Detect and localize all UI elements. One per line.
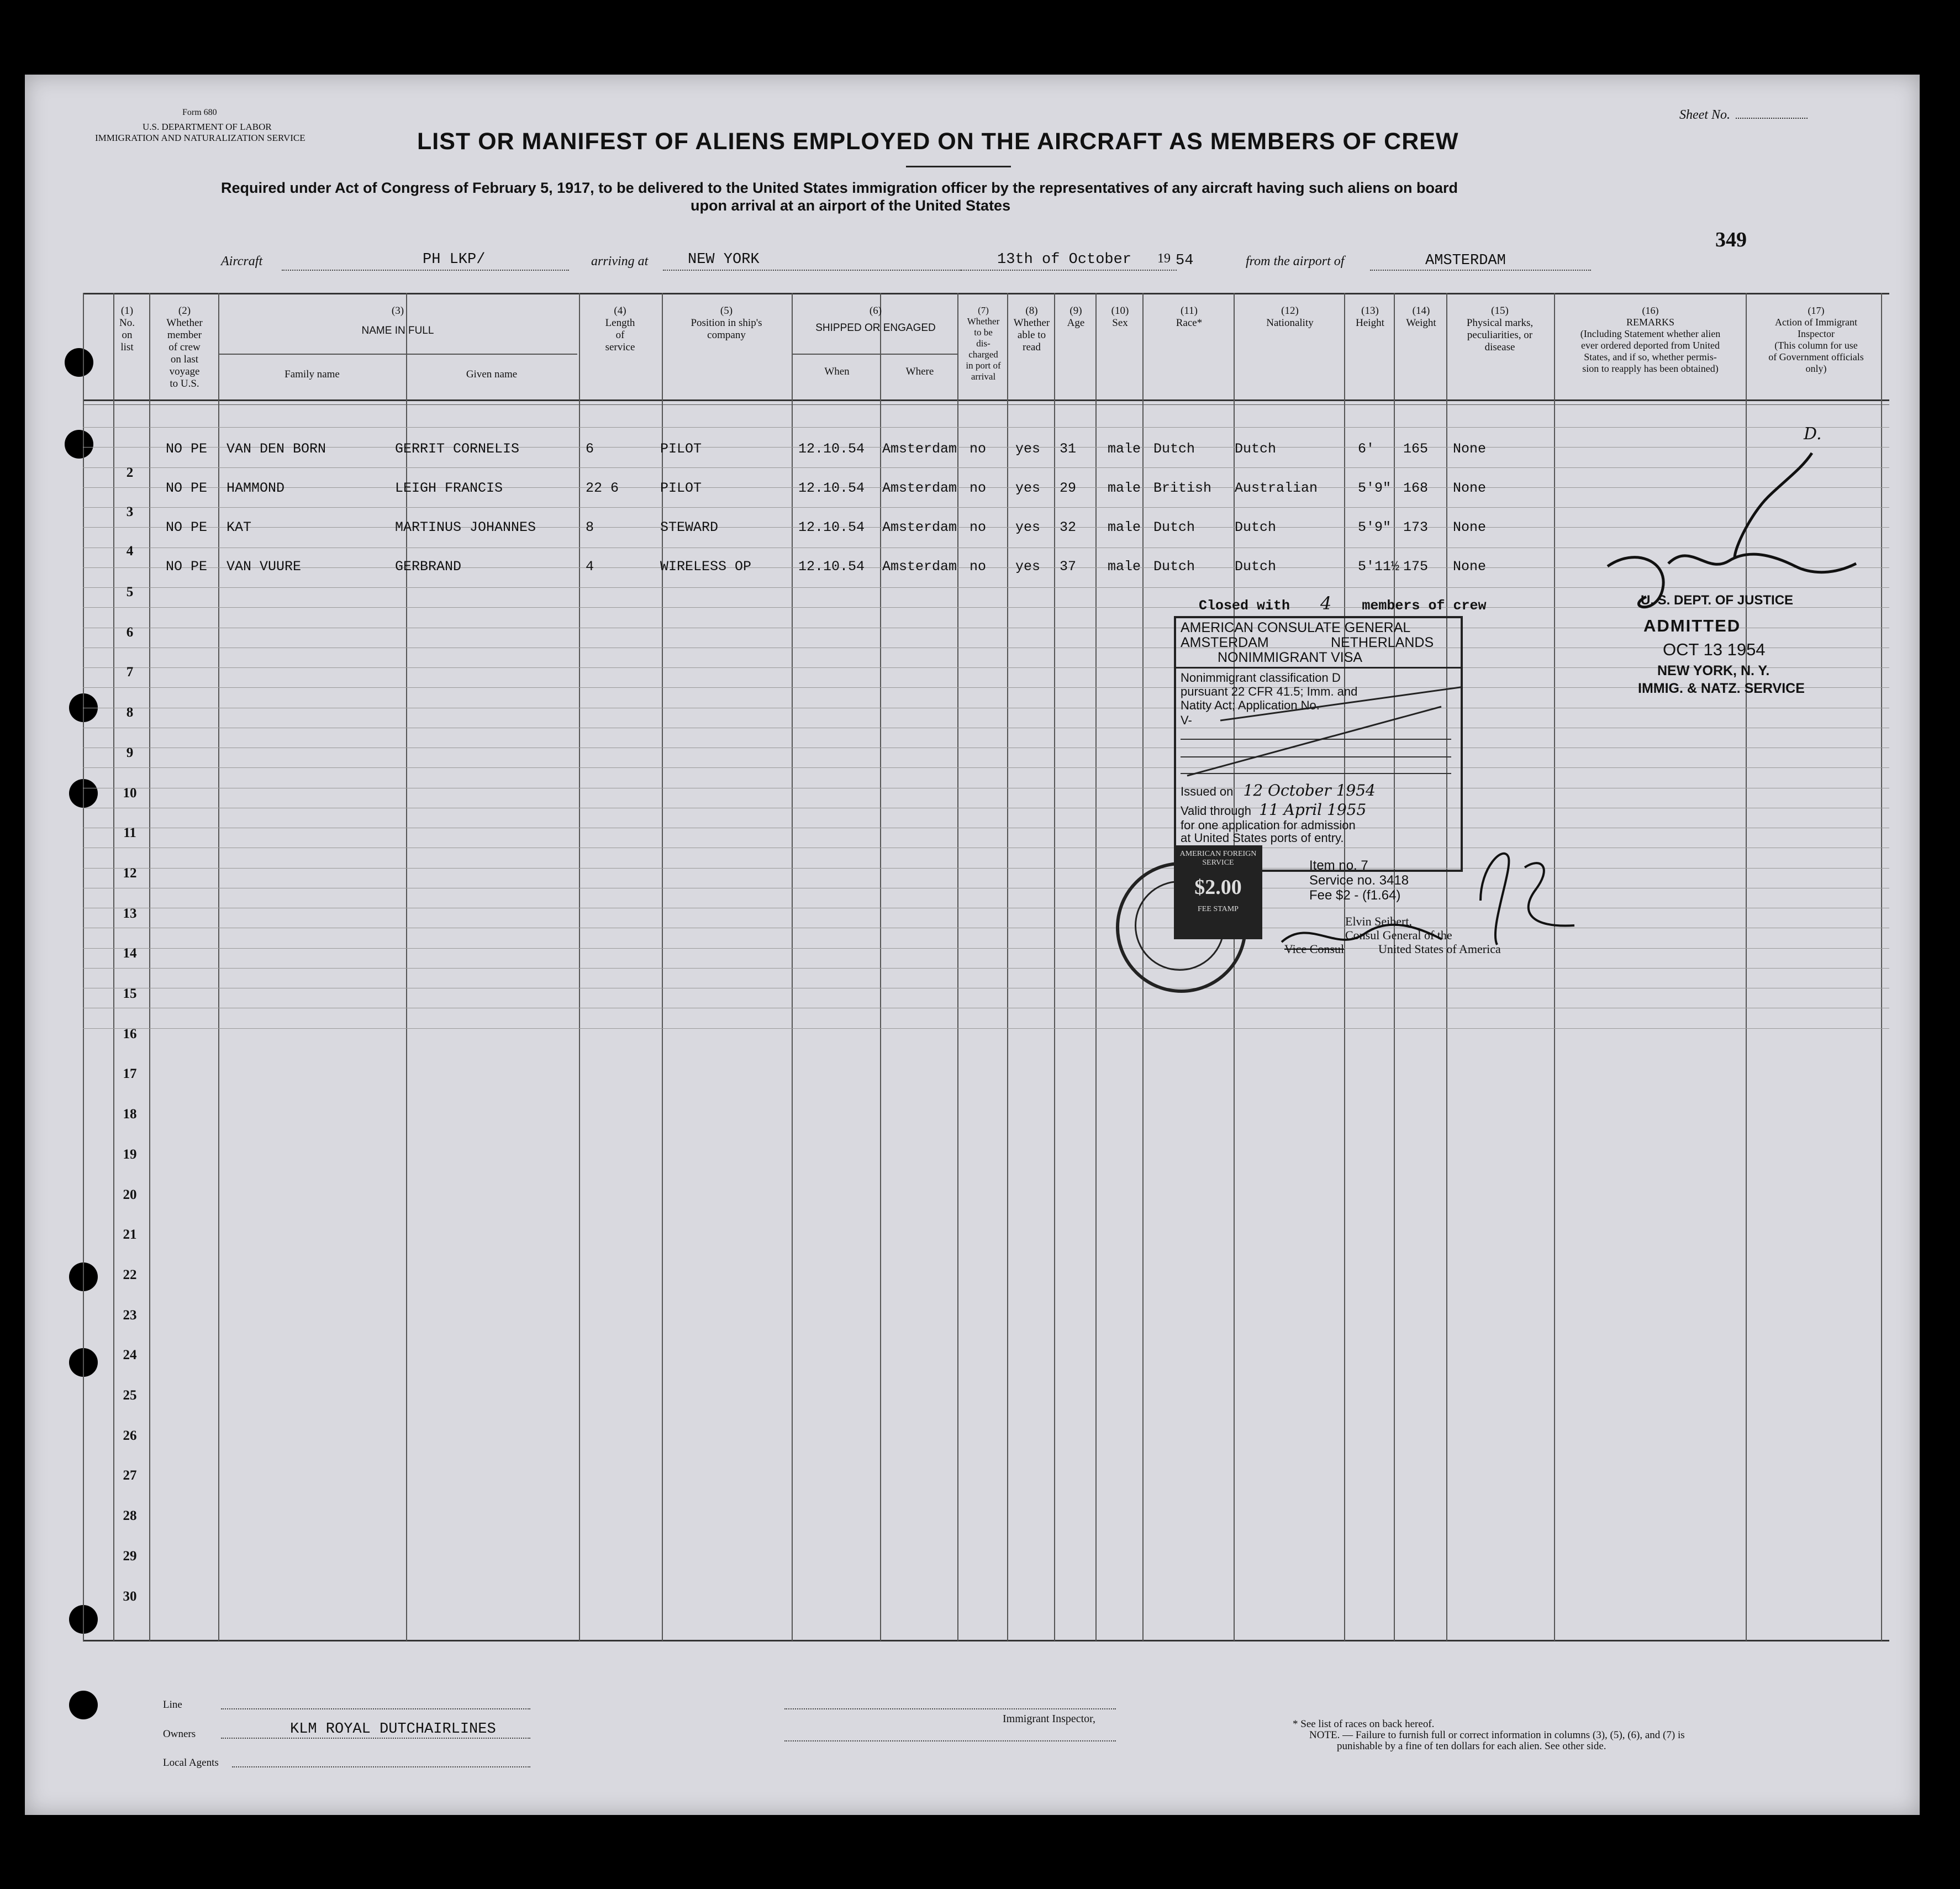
column-rule bbox=[83, 293, 84, 1641]
header-col-2: (2) Whether member of crew on last voyage to U.S. bbox=[166, 305, 203, 390]
row-rule bbox=[83, 1028, 1889, 1029]
cell-height: 6' bbox=[1358, 441, 1375, 457]
arriving-fill-line bbox=[663, 270, 961, 271]
column-rule bbox=[579, 293, 580, 1641]
cell-nationality: Australian bbox=[1235, 480, 1318, 496]
year-suffix: 54 bbox=[1176, 252, 1194, 269]
cell-discharged: no bbox=[970, 480, 987, 496]
punch-hole bbox=[69, 1691, 98, 1719]
header-col-16: (16) REMARKS (Including Statement whether alien ever ordered deported from United States, and if so, whether permis- sion to reapply has been obtained) bbox=[1580, 305, 1721, 374]
cell-age: 31 bbox=[1060, 441, 1077, 457]
cell-last-voyage: NO PE bbox=[166, 441, 208, 457]
cell-family: KAT bbox=[226, 519, 252, 535]
cell-given: MARTINUS JOHANNES bbox=[395, 519, 536, 535]
cell-when: 12.10.54 bbox=[798, 480, 865, 496]
cell-discharged: no bbox=[970, 519, 987, 535]
visa-stamp-classification: Nonimmigrant classification D bbox=[1181, 671, 1341, 685]
cell-sex: male bbox=[1108, 480, 1141, 496]
form-number: Form 680 bbox=[182, 108, 217, 117]
cell-position: PILOT bbox=[660, 441, 702, 457]
footer-line-fill bbox=[221, 1708, 530, 1709]
punch-hole bbox=[65, 348, 93, 377]
cell-where: Amsterdam bbox=[882, 480, 957, 496]
fee-amount: Fee $2 - (f1.64) bbox=[1309, 888, 1401, 903]
cell-when: 12.10.54 bbox=[798, 519, 865, 535]
cell-no: 2 bbox=[126, 465, 134, 480]
visa-stamp-admission: for one application for admission bbox=[1181, 818, 1356, 832]
header-col-5: (5) Position in ship's company bbox=[691, 305, 762, 341]
header-name-in-full: NAME IN FULL bbox=[361, 325, 434, 336]
cell-age: 37 bbox=[1060, 559, 1077, 575]
cell-marks: None bbox=[1453, 559, 1487, 575]
row-number: 11 bbox=[123, 825, 136, 840]
row-number: 26 bbox=[123, 1428, 137, 1443]
title-rule bbox=[906, 166, 1011, 167]
row-number: 5 bbox=[126, 585, 134, 599]
row-rule bbox=[83, 687, 1889, 688]
visa-stamp bbox=[1174, 616, 1463, 872]
cell-sex: male bbox=[1108, 559, 1141, 575]
footer-inspector-fill-2 bbox=[784, 1740, 1116, 1741]
shipped-subheader-rule bbox=[793, 354, 958, 355]
cell-marks: None bbox=[1453, 480, 1487, 496]
cell-last-voyage: NO PE bbox=[166, 519, 208, 535]
from-label: from the airport of bbox=[1246, 254, 1345, 269]
punch-hole bbox=[65, 430, 93, 459]
arrival-date: 13th of October bbox=[997, 251, 1132, 268]
cell-sex: male bbox=[1108, 441, 1141, 457]
subtitle-line2: upon arrival at an airport of the United States bbox=[691, 197, 1011, 214]
visa-stamp-valid: Valid through 11 April 1955 bbox=[1181, 801, 1367, 819]
footer-inspector-fill bbox=[784, 1708, 1116, 1709]
cell-no: 4 bbox=[126, 544, 134, 559]
row-number: 30 bbox=[123, 1589, 137, 1604]
header-col-7: (7) Whether to be dis- charged in port of arrival bbox=[966, 305, 1001, 382]
table-bottom-rule bbox=[83, 1640, 1889, 1641]
column-rule bbox=[957, 293, 958, 1641]
column-rule bbox=[1007, 293, 1008, 1641]
fee-service: Service no. 3418 bbox=[1309, 873, 1409, 888]
footer-agents-label: Local Agents bbox=[163, 1757, 219, 1769]
cell-last-voyage: NO PE bbox=[166, 559, 208, 575]
cell-when: 12.10.54 bbox=[798, 441, 865, 457]
row-rule bbox=[83, 868, 1889, 869]
header-col-17: (17) Action of Immigrant Inspector (This column for use of Government officials only) bbox=[1768, 305, 1864, 374]
visa-stamp-v-number: V- bbox=[1181, 713, 1192, 727]
cell-age: 29 bbox=[1060, 480, 1077, 496]
column-rule bbox=[1054, 293, 1055, 1641]
cell-service: 6 bbox=[586, 441, 594, 457]
sheet-label: Sheet No. bbox=[1679, 108, 1808, 123]
row-number: 6 bbox=[126, 625, 134, 640]
header-family-name: Family name bbox=[284, 369, 340, 380]
cell-read: yes bbox=[1015, 519, 1041, 535]
cell-marks: None bbox=[1453, 519, 1487, 535]
cell-weight: 165 bbox=[1403, 441, 1429, 457]
cell-family: VAN VUURE bbox=[226, 559, 302, 575]
header-col-12: (12) Nationality bbox=[1266, 305, 1314, 329]
airport-fill-line bbox=[1370, 270, 1591, 271]
row-rule bbox=[83, 968, 1889, 969]
name-subheader-rule bbox=[218, 354, 577, 355]
arriving-value: NEW YORK bbox=[688, 251, 760, 268]
cell-position: STEWARD bbox=[660, 519, 719, 535]
footer-penalty-note-1: NOTE. — Failure to furnish full or correct information in columns (3), (5), (6), and (7) is bbox=[1309, 1729, 1685, 1741]
column-rule bbox=[1446, 293, 1447, 1641]
cell-no: 3 bbox=[126, 504, 134, 519]
admitted-date: OCT 13 1954 bbox=[1663, 640, 1766, 659]
fee-stamp-value: $2.00 bbox=[1194, 876, 1242, 899]
row-rule bbox=[83, 427, 1889, 428]
header-col-1: (1) No. on list bbox=[119, 305, 135, 353]
admitted-city: NEW YORK, N. Y. bbox=[1657, 663, 1770, 678]
row-number: 21 bbox=[123, 1227, 137, 1242]
cell-service: 4 bbox=[586, 559, 594, 575]
cell-height: 5'11½ bbox=[1358, 559, 1400, 575]
footer-owners-fill bbox=[221, 1738, 530, 1739]
visa-stamp-consulate: AMERICAN CONSULATE GENERAL bbox=[1181, 620, 1411, 635]
row-number: 19 bbox=[123, 1147, 137, 1162]
fee-stamp-top: AMERICAN FOREIGN SERVICE bbox=[1179, 850, 1257, 867]
cell-read: yes bbox=[1015, 480, 1041, 496]
cell-nationality: Dutch bbox=[1235, 519, 1277, 535]
footer-inspector-label: Immigrant Inspector, bbox=[1003, 1713, 1096, 1725]
row-number: 15 bbox=[123, 986, 137, 1001]
header-col-6: (6) bbox=[869, 305, 882, 317]
footer-owners-label: Owners bbox=[163, 1728, 196, 1740]
cell-read: yes bbox=[1015, 559, 1041, 575]
row-number: 20 bbox=[123, 1187, 137, 1202]
cell-race: Dutch bbox=[1153, 519, 1195, 535]
cell-read: yes bbox=[1015, 441, 1041, 457]
row-number: 10 bbox=[123, 786, 137, 801]
cell-last-voyage: NO PE bbox=[166, 480, 208, 496]
row-number: 7 bbox=[126, 665, 134, 680]
service: IMMIGRATION AND NATURALIZATION SERVICE bbox=[95, 133, 305, 143]
header-col-4: (4) Length of service bbox=[605, 305, 635, 353]
header-bottom-rule-2 bbox=[83, 404, 1889, 405]
row-rule bbox=[83, 767, 1889, 768]
row-number: 13 bbox=[123, 906, 137, 921]
admitted-label: ADMITTED bbox=[1643, 616, 1741, 635]
cell-family: HAMMOND bbox=[226, 480, 285, 496]
admitted-dept: U. S. DEPT. OF JUSTICE bbox=[1641, 593, 1794, 608]
cell-service: 8 bbox=[586, 519, 594, 535]
column-rule bbox=[1394, 293, 1395, 1641]
cell-sex: male bbox=[1108, 519, 1141, 535]
header-shipped-engaged: SHIPPED OR ENGAGED bbox=[815, 322, 936, 334]
column-rule bbox=[1095, 293, 1097, 1641]
cell-action: D. bbox=[1804, 424, 1822, 444]
subtitle-line1: Required under Act of Congress of February 5, 1917, to be delivered to the United States immigration officer by the representatives of any aircraft having such aliens on board bbox=[221, 180, 1458, 196]
visa-stamp-rule bbox=[1176, 667, 1461, 669]
cell-weight: 168 bbox=[1403, 480, 1429, 496]
cell-discharged: no bbox=[970, 441, 987, 457]
vice-consul-struck: Vice Consul bbox=[1284, 942, 1345, 956]
consul-name: Elvin Seibert, bbox=[1345, 914, 1412, 928]
cell-age: 32 bbox=[1060, 519, 1077, 535]
column-rule bbox=[792, 293, 793, 1641]
header-bottom-rule bbox=[83, 399, 1889, 401]
cell-marks: None bbox=[1453, 441, 1487, 457]
column-rule bbox=[1554, 293, 1555, 1641]
cell-race: Dutch bbox=[1153, 441, 1195, 457]
row-number: 27 bbox=[123, 1468, 137, 1483]
column-rule bbox=[1344, 293, 1345, 1641]
header-col-8: (8) Whether able to read bbox=[1013, 305, 1050, 353]
cell-where: Amsterdam bbox=[882, 559, 957, 575]
page-title: LIST OR MANIFEST OF ALIENS EMPLOYED ON THE AIRCRAFT AS MEMBERS OF CREW bbox=[417, 128, 1459, 155]
arriving-label: arriving at bbox=[591, 254, 649, 269]
visa-stamp-city: AMSTERDAM bbox=[1181, 635, 1269, 650]
cell-given: GERRIT CORNELIS bbox=[395, 441, 520, 457]
header-col-10: (10) Sex bbox=[1111, 305, 1129, 329]
cell-position: WIRELESS OP bbox=[660, 559, 752, 575]
aircraft-label: Aircraft bbox=[221, 254, 263, 269]
footer-owners-value: KLM ROYAL DUTCHAIRLINES bbox=[290, 1721, 496, 1738]
cell-height: 5'9" bbox=[1358, 480, 1392, 496]
date-fill-line bbox=[961, 270, 1177, 271]
aircraft-value: PH LKP/ bbox=[423, 251, 486, 268]
visa-stamp-application: Natity Act; Application No. bbox=[1181, 698, 1320, 712]
cell-given: LEIGH FRANCIS bbox=[395, 480, 503, 496]
cell-given: GERBRAND bbox=[395, 559, 462, 575]
footer-penalty-note-2: punishable by a fine of ten dollars for each alien. See other side. bbox=[1337, 1740, 1606, 1752]
cell-where: Amsterdam bbox=[882, 441, 957, 457]
header-col-15: (15) Physical marks, peculiarities, or disease bbox=[1466, 305, 1534, 353]
column-rule bbox=[218, 293, 219, 1641]
header-col-9: (9) Age bbox=[1067, 305, 1085, 329]
department: U.S. DEPARTMENT OF LABOR bbox=[143, 122, 272, 132]
cell-height: 5'9" bbox=[1358, 519, 1392, 535]
row-number: 16 bbox=[123, 1027, 137, 1041]
header-col-3: (3) bbox=[391, 305, 404, 317]
row-number: 18 bbox=[123, 1107, 137, 1122]
cell-position: PILOT bbox=[660, 480, 702, 496]
visa-stamp-country: NETHERLANDS bbox=[1331, 635, 1434, 650]
cell-nationality: Dutch bbox=[1235, 559, 1277, 575]
page-number: 349 bbox=[1715, 228, 1747, 251]
aircraft-fill-line bbox=[282, 270, 569, 271]
column-rule bbox=[1881, 293, 1882, 1641]
cell-race: British bbox=[1153, 480, 1212, 496]
airport-value: AMSTERDAM bbox=[1425, 252, 1506, 269]
fee-stamp-bottom: FEE STAMP bbox=[1198, 905, 1239, 913]
consul-title: Consul General of the bbox=[1345, 928, 1452, 942]
footer-line-label: Line bbox=[163, 1699, 182, 1711]
visa-stamp-regulation: pursuant 22 CFR 41.5; Imm. and bbox=[1181, 685, 1358, 698]
header-col-14: (14) Weight bbox=[1406, 305, 1436, 329]
table-top-rule bbox=[83, 293, 1889, 294]
row-rule bbox=[83, 948, 1889, 949]
visa-stamp-ports: at United States ports of entry. bbox=[1181, 831, 1344, 845]
consul-country: United States of America bbox=[1378, 942, 1501, 956]
row-number: 28 bbox=[123, 1508, 137, 1523]
header-when: When bbox=[824, 366, 850, 377]
cell-weight: 175 bbox=[1403, 559, 1429, 575]
cell-weight: 173 bbox=[1403, 519, 1429, 535]
row-number: 9 bbox=[126, 745, 134, 760]
row-number: 23 bbox=[123, 1308, 137, 1323]
cell-service: 22 6 bbox=[586, 480, 619, 496]
row-number: 24 bbox=[123, 1348, 137, 1362]
cell-race: Dutch bbox=[1153, 559, 1195, 575]
cell-when: 12.10.54 bbox=[798, 559, 865, 575]
footer-agents-fill bbox=[232, 1766, 530, 1767]
year-prefix: 19 bbox=[1157, 251, 1171, 266]
row-number: 25 bbox=[123, 1388, 137, 1403]
closed-with-note: Closed with 4 members of crew bbox=[1199, 593, 1487, 614]
visa-stamp-type: NONIMMIGRANT VISA bbox=[1218, 650, 1363, 665]
column-rule bbox=[149, 293, 150, 1641]
row-number: 12 bbox=[123, 866, 137, 881]
visa-stamp-issued: Issued on 12 October 1954 bbox=[1181, 781, 1376, 799]
cell-where: Amsterdam bbox=[882, 519, 957, 535]
cell-nationality: Dutch bbox=[1235, 441, 1277, 457]
row-number: 17 bbox=[123, 1066, 137, 1081]
cell-family: VAN DEN BORN bbox=[226, 441, 326, 457]
row-number: 8 bbox=[126, 705, 134, 720]
header-col-11: (11) Race* bbox=[1176, 305, 1203, 329]
visa-stamp-cancel-strokes bbox=[1176, 685, 1461, 795]
row-number: 22 bbox=[123, 1267, 137, 1282]
admitted-service: IMMIG. & NATZ. SERVICE bbox=[1638, 681, 1805, 696]
header-col-13: (13) Height bbox=[1356, 305, 1384, 329]
row-number: 14 bbox=[123, 946, 137, 961]
row-number: 29 bbox=[123, 1549, 137, 1564]
row-rule bbox=[83, 667, 1889, 668]
header-given-name: Given name bbox=[466, 369, 518, 380]
column-rule bbox=[880, 293, 881, 1641]
footer-races-note: * See list of races on back hereof. bbox=[1293, 1718, 1435, 1730]
header-where: Where bbox=[905, 366, 934, 377]
fee-item: Item no. 7 bbox=[1309, 858, 1368, 873]
cell-discharged: no bbox=[970, 559, 987, 575]
